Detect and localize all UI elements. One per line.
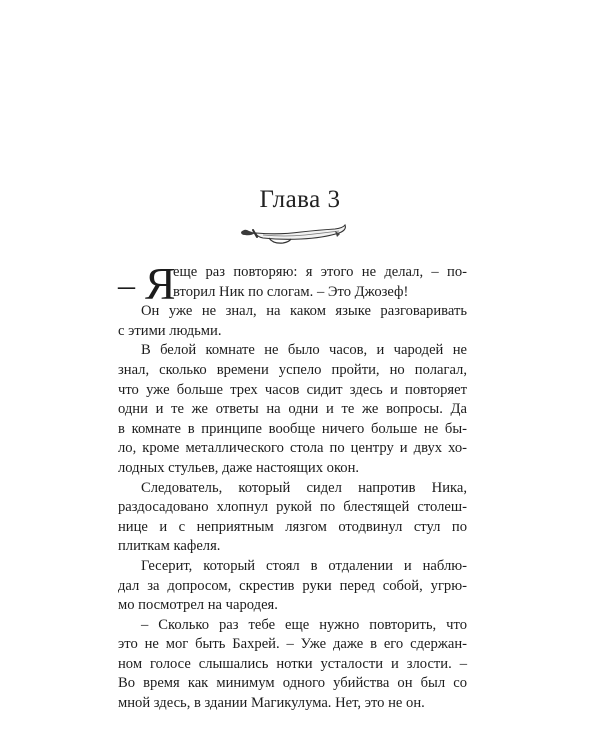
text-line: Следователь, который сидел напротив Ника, [141, 479, 467, 496]
text-line: знал, сколько времени успело пройти, но полагал, [118, 361, 467, 378]
dropcap-lines [173, 263, 467, 302]
text-line: – Сколько раз тебе еще нужно повторить, что [141, 616, 467, 633]
text-line: ло, кроме металлического стола по центру и двух хо- [118, 440, 467, 457]
dropcap-letter: Я [145, 258, 176, 309]
text-line: дал за допросом, скрестив руки перед собой, угрю- [118, 577, 467, 594]
text-line: мной здесь, в здании Магикулума. Нет, это не он. [118, 695, 425, 712]
text-line: вторил Ник по слогам. – Это Джозеф! [173, 283, 409, 300]
body-lines [118, 302, 467, 713]
text-line: что уже больше трех часов сидит здесь и повторяет [118, 381, 467, 398]
text-line: с этими людьми. [118, 322, 222, 339]
text-line: это не мог быть Бахрей. – Уже даже в его сдержан- [118, 636, 467, 653]
text-line: плиткам кафеля. [118, 538, 221, 555]
chapter-title: Глава 3 [259, 186, 341, 213]
dropcap-dash: – [118, 267, 135, 304]
text-line: Он уже не знал, на каком языке разговаривать [141, 303, 467, 320]
sword-ornament-icon [239, 222, 349, 246]
text-line: раздосадовано хлопнул рукой по блестящей столеш- [118, 499, 467, 516]
text-line: еще раз повторяю: я этого не делал, – по- [173, 264, 467, 280]
text-line: в комнате в принципе вообще ничего больше не бы- [118, 420, 467, 437]
opening-paragraph [118, 258, 467, 309]
text-line: Во время как минимум одного убийства он был со [118, 675, 467, 692]
text-line: нице и с неприятным лязгом отодвинул стул по [118, 518, 467, 535]
text-line: В белой комнате не было часов, и чародей не [141, 342, 467, 359]
text-line: мо посмотрел на чародея. [118, 597, 278, 614]
chapter-text [118, 258, 467, 714]
text-line: одни и те же ответы на одни и те же вопросы. Да [118, 401, 467, 418]
text-line: Гесерит, который стоял в отдалении и наблю- [141, 557, 467, 574]
text-line: лодных стульев, даже настоящих окон. [118, 459, 360, 476]
text-line: ном голосе слышались нотки усталости и злости. – [118, 655, 467, 672]
